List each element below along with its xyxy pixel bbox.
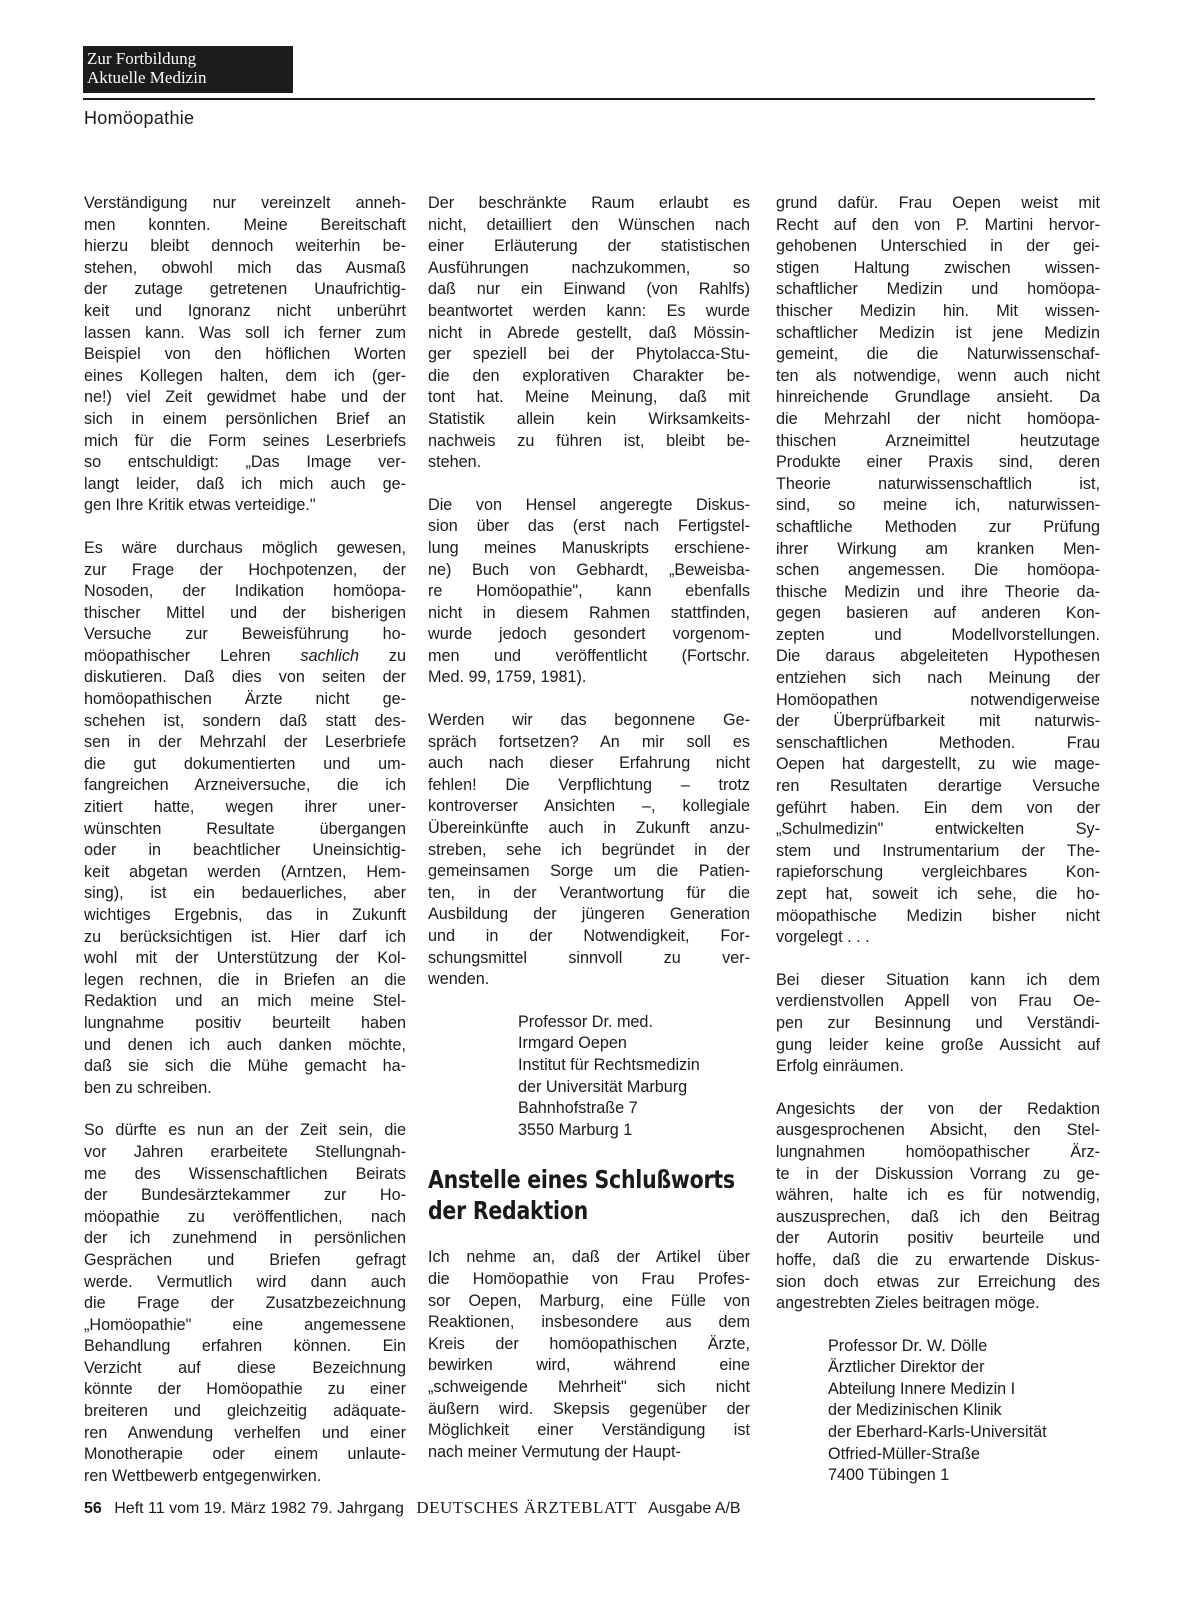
text-line: Redaktion und an mich meine Stel-: [84, 992, 406, 1011]
text-line: vor Jahren erarbeitete Stellungnah-: [84, 1142, 406, 1161]
text-line: thischen Arzneimittel heutzutage: [776, 431, 1100, 450]
text-line: hoffe, daß die zu erwartende Diskus-: [776, 1250, 1100, 1269]
text-line: möopathie zu veröffentlichen, nach: [84, 1207, 406, 1226]
text-line: einer Erläuterung der statistischen: [428, 237, 750, 256]
text-line: Abteilung Innere Medizin I: [828, 1379, 1016, 1398]
text-line: ben zu schreiben.: [84, 1078, 212, 1097]
text-line: Nosoden, der Indikation homöopa-: [84, 582, 406, 601]
text-line: der Medizinischen Klinik: [828, 1401, 1002, 1420]
text-line: und in der Notwendigkeit, For-: [428, 927, 750, 945]
text-line: thischer Mittel und der bisherigen: [84, 603, 406, 622]
text-line: so entschuldigt: „Das Image ver-: [84, 453, 406, 472]
text-line: „Schulmedizin" entwickelten Sy-: [776, 820, 1100, 839]
text-line: eines Kollegen halten, dem ich (ger-: [84, 366, 406, 385]
text-line: Med. 99, 1759, 1981).: [428, 668, 587, 687]
text-line: Beispiel von den höflichen Worten: [84, 345, 406, 364]
text-line: zur Frage der Hochpotenzen, der: [84, 560, 406, 579]
text-line: schaftlicher Medizin und homöopa-: [776, 280, 1100, 299]
text-line: Die von Hensel angeregte Diskus-: [428, 495, 750, 514]
text-line: verdienstvollen Appell von Frau Oe-: [776, 992, 1100, 1011]
text-line: Gesprächen und Briefen gefragt: [84, 1250, 406, 1269]
text-line: Werden wir das begonnene Ge-: [428, 711, 750, 730]
headline: [428, 1164, 735, 1226]
text-line: „Homöopathie" eine angemessene: [84, 1315, 406, 1334]
text-line: Kreis der homöopathischen Ärzte,: [428, 1334, 750, 1353]
text-line: wurde jedoch gesondert vorgenom-: [428, 625, 750, 644]
text-line: legen rechnen, die in Briefen an die: [84, 970, 406, 989]
text-line: lassen kann. Was soll ich ferner zum: [84, 323, 406, 342]
text-line: beantwortet werden kann: Es wurde: [428, 301, 750, 320]
text-line: schaftliche Methoden zur Prüfung: [776, 517, 1100, 536]
text-line: der Eberhard-Karls-Universität: [828, 1423, 1047, 1442]
text-line: homöopathischen Ärzte nicht ge-: [84, 690, 406, 709]
paragraph: [428, 1247, 750, 1463]
text-line: [84, 646, 406, 668]
text-line: Recht auf den von P. Martini hervor-: [776, 215, 1100, 234]
text-line: Der beschränkte Raum erlaubt es: [428, 194, 750, 212]
text-line: Behandlung erfahren können. Ein: [84, 1337, 406, 1356]
paragraph: [428, 193, 750, 474]
text-line: zitiert hatte, wegen ihrer uner-: [84, 798, 406, 817]
text-line: sing), ist ein bedauerliches, aber: [84, 884, 406, 903]
text-line: men konnten. Meine Bereitschaft: [84, 215, 406, 234]
text-line: schaftlicher Medizin ist jene Medizin: [776, 323, 1100, 342]
text-line: streben, sehe ich begründet in der: [428, 840, 750, 859]
text-line: Institut für Rechtsmedizin: [518, 1055, 700, 1074]
text-line: ne!) viel Zeit gewidmet habe und der: [84, 388, 406, 407]
text-line: Möglichkeit einer Verständigung ist: [428, 1421, 750, 1440]
text-line: sor Oepen, Marburg, eine Fülle von: [428, 1291, 750, 1310]
text-line: Professor Dr. med.: [518, 1012, 653, 1031]
text-line: breiteren und gleichzeitig adäquate-: [84, 1402, 406, 1421]
text-line: daß sie sich die Mühe gemacht ha-: [84, 1057, 406, 1076]
text-line: oder in beachtlicher Uneinsichtig-: [84, 841, 406, 860]
text-line: gemeinsamen Sorge um die Patien-: [428, 862, 750, 881]
text-line: thischer Medizin hin. Mit wissen-: [776, 301, 1100, 320]
text-line: stehen, obwohl mich das Ausmaß: [84, 258, 406, 277]
text-line: Die daraus abgeleiteten Hypothesen: [776, 647, 1100, 666]
text-line: schen angemessen. Die homöopa-: [776, 561, 1100, 580]
text-line: sion über das (erst nach Fertigstel-: [428, 517, 750, 536]
text-line: mich für die Form seines Leserbriefs: [84, 431, 406, 450]
text-line: die Frage der Zusatzbezeichnung: [84, 1294, 406, 1313]
text-line: Theorie naturwissenschaftlich ist,: [776, 474, 1100, 493]
text-line: entziehen sich nach Meinung der: [776, 669, 1100, 688]
text-line: bewirken wird, während eine: [428, 1356, 750, 1375]
text-line: Ausbildung der jüngeren Generation: [428, 905, 750, 924]
text-line: hierzu bleibt dennoch weiterhin be-: [84, 237, 406, 256]
text-line: gen Ihre Kritik etwas verteidige.": [84, 496, 316, 515]
header-rule: [83, 98, 1095, 100]
text-fragment: möopathischer Lehren: [84, 646, 271, 665]
text-line: fehlen! Die Verpflichtung – trotz: [428, 775, 750, 794]
text-line: Angesichts der von der Redaktion: [776, 1099, 1100, 1118]
text-line: Produkte einer Praxis sind, deren: [776, 453, 1100, 472]
text-line: me des Wissenschaftlichen Beirats: [84, 1164, 406, 1183]
text-line: men und veröffentlicht (Fortschr.: [428, 646, 750, 665]
text-line: ren Anwendung verhelfen und einer: [84, 1423, 406, 1442]
text-line: Erfolg einräumen.: [776, 1057, 904, 1076]
text-line: Professor Dr. W. Dölle: [828, 1336, 988, 1355]
text-line: So dürfte es nun an der Zeit sein, die: [84, 1121, 406, 1140]
text-line: te in der Diskussion Vorrang zu ge-: [776, 1164, 1100, 1183]
text-line: Es wäre durchaus möglich gewesen,: [84, 538, 406, 557]
text-line: gegen basieren auf anderen Kon-: [776, 604, 1100, 623]
column-2: [428, 193, 750, 1463]
italic-word: sachlich: [300, 646, 359, 665]
text-line: der Redaktion: [428, 1196, 588, 1226]
text-line: wünschten Resultate übergangen: [84, 819, 406, 838]
paragraph: [84, 538, 406, 1099]
text-line: die gut dokumentierten und um-: [84, 754, 406, 773]
text-line: zept hat, soweit ich sehe, die ho-: [776, 885, 1100, 903]
text-line: der zutage getretenen Unaufrichtig-: [84, 280, 406, 299]
text-line: rapieforschung vergleichbares Kon-: [776, 863, 1100, 882]
paragraph: [84, 193, 406, 517]
author-signature: [518, 1012, 750, 1142]
text-line: gehobenen Unterschied in der gei-: [776, 237, 1100, 256]
text-line: stehen.: [428, 453, 482, 472]
text-line: pen zur Besinnung und Verständi-: [776, 1013, 1100, 1032]
paragraph: [776, 1099, 1100, 1315]
text-line: Anstelle eines Schlußworts: [428, 1165, 735, 1195]
text-line: lungnahme positiv beurteilt haben: [84, 1013, 406, 1032]
text-line: gemeint, die die Naturwissenschaf-: [776, 345, 1100, 364]
text-line: gung leider keine große Aussicht auf: [776, 1035, 1100, 1054]
text-line: könnte der Homöopathie zu einer: [84, 1380, 406, 1399]
paragraph: [428, 710, 750, 991]
text-line: nicht in Abrede gestellt, daß Mössin-: [428, 323, 750, 342]
text-line: Homöopathen notwendigerweise: [776, 690, 1100, 709]
text-line: zu berücksichtigen ist. Hier darf ich: [84, 927, 406, 946]
text-line: Ausführungen nachzukommen, so: [428, 258, 750, 277]
journal-name: DEUTSCHES ÄRZTEBLATT: [416, 1498, 637, 1517]
text-line: die Homöopathie von Frau Profes-: [428, 1269, 750, 1288]
text-line: Irmgard Oepen: [518, 1034, 627, 1053]
text-line: Verständigung nur vereinzelt anneh-: [84, 194, 406, 212]
text-line: senschaftlichen Methoden. Frau: [776, 733, 1100, 752]
text-line: ausgesprochenen Absicht, den Stel-: [776, 1121, 1100, 1140]
page-number: 56: [84, 1500, 102, 1517]
paragraph: [776, 970, 1100, 1078]
page-footer: [84, 1498, 741, 1518]
text-line: schehen ist, sondern daß statt des-: [84, 711, 406, 730]
text-line: ren Resultaten derartige Versuche: [776, 777, 1100, 796]
text-line: der ich zunehmend in persönlichen: [84, 1229, 406, 1248]
text-line: spräch fortsetzen? An mir soll es: [428, 732, 750, 751]
text-line: sich in einem persönlichen Brief an: [84, 409, 406, 428]
edition-info: Ausgabe A/B: [648, 1500, 741, 1517]
text-line: auch nach dieser Erfahrung nicht: [428, 754, 750, 773]
text-line: lungnahmen homöopathischer Ärz-: [776, 1142, 1100, 1161]
text-line: Statistik allein kein Wirksamkeits-: [428, 409, 750, 428]
text-line: der Bundesärztekammer zur Ho-: [84, 1186, 406, 1205]
text-line: re Homöopathie", kann ebenfalls: [428, 582, 750, 601]
text-line: keit abgetan werden (Arntzen, Hem-: [84, 862, 406, 881]
text-line: äußern wird. Skepsis gegenüber der: [428, 1399, 750, 1418]
text-line: diskutieren. Daß dies von seiten der: [84, 668, 406, 687]
text-line: stem und Instrumentarium der The-: [776, 841, 1100, 860]
text-line: nach meiner Vermutung der Haupt-: [428, 1442, 681, 1461]
text-line: 3550 Marburg 1: [518, 1120, 633, 1139]
text-line: Ärztlicher Direktor der: [828, 1358, 985, 1377]
text-line: der Überprüfbarkeit mit naturwis-: [776, 712, 1100, 731]
topic-title: Homöopathie: [84, 108, 195, 128]
text-line: hinreichende Grundlage ansieht. Da: [776, 388, 1100, 407]
text-line: ger speziell bei der Phytolacca-Stu-: [428, 345, 750, 364]
text-line: langt leider, daß ich mich auch ge-: [84, 474, 406, 493]
text-line: Reaktionen, insbesondere aus dem: [428, 1313, 750, 1332]
section-label-line2: Aktuelle Medizin: [87, 68, 207, 87]
text-line: währen, halte ich es für notwendig,: [776, 1186, 1100, 1205]
section-label: [83, 46, 293, 93]
editor-signature: [828, 1336, 1100, 1487]
text-line: sind, so meine ich, naturwissen-: [776, 496, 1100, 515]
text-line: ihrer Wirkung am kranken Men-: [776, 539, 1100, 558]
text-line: nicht, detailliert den Wünschen nach: [428, 215, 750, 234]
text-fragment: zu: [358, 646, 407, 665]
text-line: ren Wettbewerb entgegenwirken.: [84, 1466, 322, 1485]
issue-info: Heft 11 vom 19. März 1982 79. Jahrgang: [114, 1500, 404, 1517]
column-3: [776, 193, 1100, 1487]
text-line: Oepen hat dargestellt, zu wie mage-: [776, 755, 1100, 774]
text-line: ten, in der Verantwortung für die: [428, 883, 750, 902]
text-line: möopathische Medizin bisher nicht: [776, 906, 1100, 925]
text-line: der Universität Marburg: [518, 1077, 688, 1096]
text-line: wichtiges Ergebnis, das in Zukunft: [84, 906, 406, 924]
text-line: Versuche zur Beweisführung ho-: [84, 625, 406, 644]
text-line: kontroverser Ansichten –, kollegiale: [428, 797, 750, 816]
paragraph: [776, 193, 1100, 949]
text-line: sen in der Mehrzahl der Leserbriefe: [84, 733, 406, 752]
text-line: werde. Vermutlich wird dann auch: [84, 1272, 406, 1291]
text-line: der Autorin positiv beurteile und: [776, 1229, 1100, 1248]
text-line: wohl mit der Unterstützung der Kol-: [84, 949, 406, 968]
text-line: nachweis zu führen ist, bleibt be-: [428, 431, 750, 450]
text-line: grund dafür. Frau Oepen weist mit: [776, 194, 1100, 212]
text-line: angestrebten Zieles beitragen möge.: [776, 1294, 1040, 1313]
section-label-line1: Zur Fortbildung: [87, 49, 197, 68]
text-line: Übereinkünfte auch in Zukunft anzu-: [428, 819, 750, 838]
paragraph: [428, 495, 750, 689]
text-line: auszusprechen, daß ich den Beitrag: [776, 1207, 1100, 1226]
text-line: wenden.: [428, 970, 490, 989]
text-line: nicht in diesem Rahmen stattfinden,: [428, 603, 750, 622]
text-line: geführt haben. Ein dem von der: [776, 798, 1100, 817]
text-line: stigen Haltung zwischen wissen-: [776, 258, 1100, 277]
text-line: keit und Ignoranz nicht unberührt: [84, 301, 406, 320]
text-line: lung meines Manuskripts erschiene-: [428, 538, 750, 557]
text-line: daß nur ein Einwand (von Rahlfs): [428, 280, 750, 299]
text-line: vorgelegt . . .: [776, 928, 870, 947]
text-line: fangreichen Arzneiversuche, die ich: [84, 776, 406, 795]
text-line: Bei dieser Situation kann ich dem: [776, 970, 1100, 989]
text-line: tont hat. Meine Meinung, daß mit: [428, 388, 750, 407]
text-line: sion doch etwas zur Erreichung des: [776, 1272, 1100, 1291]
text-line: die Mehrzahl der nicht homöopa-: [776, 409, 1100, 428]
text-line: zepten und Modellvorstellungen.: [776, 625, 1100, 644]
text-line: und denen ich auch danken möchte,: [84, 1035, 406, 1054]
text-line: Bahnhofstraße 7: [518, 1099, 638, 1118]
paragraph: [84, 1120, 406, 1487]
text-line: „schweigende Mehrheit" sich nicht: [428, 1377, 750, 1396]
text-line: die den explorativen Charakter be-: [428, 366, 750, 385]
text-line: ten als notwendige, wenn auch nicht: [776, 366, 1100, 385]
text-line: schungsmittel sinnvoll zu ver-: [428, 948, 750, 967]
text-line: Otfried-Müller-Straße: [828, 1444, 981, 1463]
text-line: Ich nehme an, daß der Artikel über: [428, 1248, 750, 1267]
column-1: [84, 193, 406, 1487]
text-line: ne) Buch von Gebhardt, „Beweisba-: [428, 560, 750, 579]
text-line: thische Medizin und ihre Theorie da-: [776, 582, 1100, 601]
text-line: Verzicht auf diese Bezeichnung: [84, 1358, 406, 1377]
text-line: Monotherapie oder einem unlaute-: [84, 1445, 406, 1464]
text-line: 7400 Tübingen 1: [828, 1466, 950, 1485]
